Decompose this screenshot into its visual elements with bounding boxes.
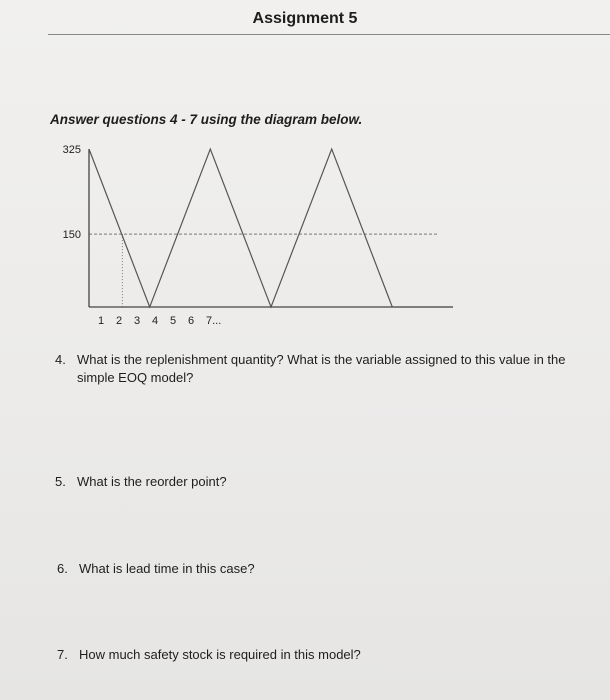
instructions-text: Answer questions 4 - 7 using the diagram below. [50,112,363,127]
x-tick-label: 1 [98,315,105,327]
question-text: What is the replenishment quantity? What is the variable assigned to this value in the simple EOQ model? [77,352,566,385]
x-tick-label: 6 [188,315,195,327]
x-tick-label: 7... [206,315,222,327]
question-number: 6. [57,561,68,576]
question-number: 4. [55,352,66,367]
question-text: What is lead time in this case? [79,561,255,576]
y-tick-label: 150 [62,229,81,242]
inventory-series-line [89,149,453,307]
question-text: How much safety stock is required in this model? [79,647,361,662]
y-tick-label: 325 [62,144,81,156]
page-title: Assignment 5 [252,10,358,27]
question-text: What is the reorder point? [77,474,227,489]
x-tick-label: 3 [134,315,141,327]
x-tick-label: 4 [152,315,159,327]
question-number: 7. [57,647,68,662]
x-tick-label: 2 [116,315,123,327]
question-number: 5. [55,474,66,489]
x-tick-label: 5 [170,315,177,327]
